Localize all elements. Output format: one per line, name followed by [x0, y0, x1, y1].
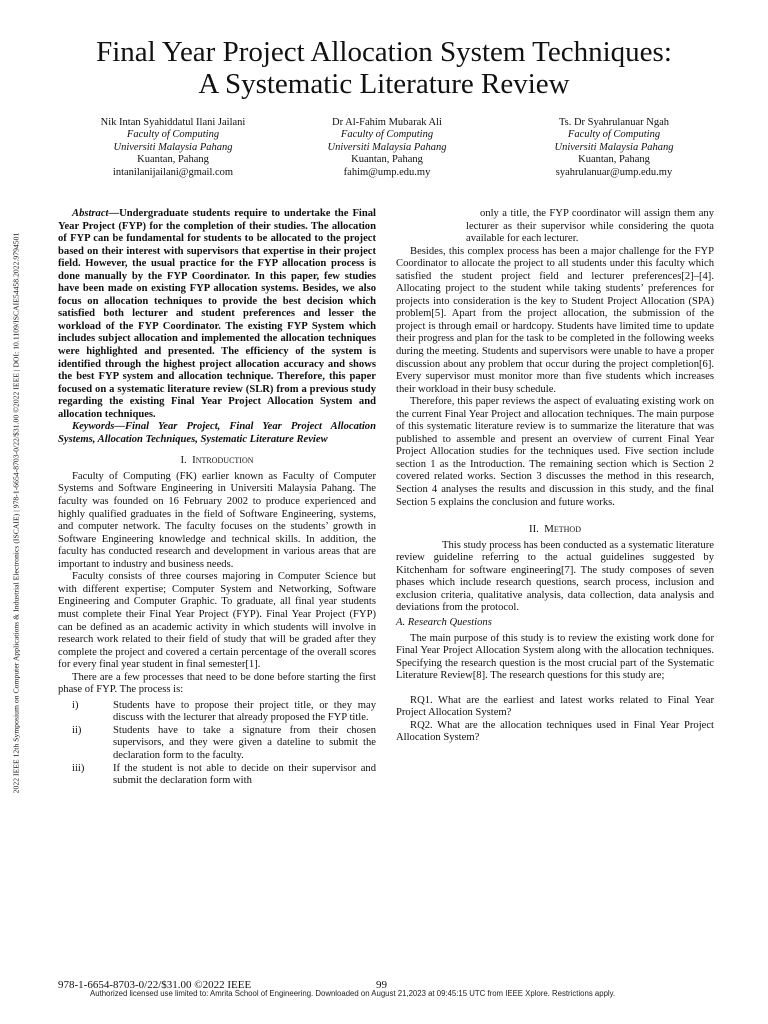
paragraph: Therefore, this paper reviews the aspect of evaluating existing work on the current Final Year Project and allocation techniques. The main purpose of this systematic literature review is to summarize the literature that was published to assemble and present an overview of current Final Year Project Allocation studies for the techniques used. Five section include section 1 as the Introduction. The remaining section which is Section 2 covered related works. Section 3 discusses the method in this research, Section 4 analyses the results and discussion in this study, and the final Section 5 explains the conclusion and future works. [396, 396, 714, 508]
section-title: Method [544, 523, 581, 536]
section-title: Introduction [192, 454, 254, 467]
list-item-number: iii) [72, 762, 85, 774]
list-item-continuation: only a title, the FYP coordinator will assign them any lecturer as their supervisor while considering the quota available for each lecturer. [466, 208, 714, 245]
author-email: intanilanijailani@gmail.com [112, 166, 234, 178]
author-faculty: Faculty of Computing [340, 129, 434, 141]
section-number: I. [180, 454, 187, 467]
author-faculty: Faculty of Computing [126, 129, 220, 141]
author-block-2 [272, 117, 502, 179]
license-notice: Authorized licensed use limited to: Amrita School of Engineering. Downloaded on August 21,2023 at 09:45:15 UTC from IEEE Xplore. Restrictions apply. [90, 989, 616, 998]
list-item [58, 700, 376, 725]
title-line-1: Final Year Project Allocation System Techniques: [96, 36, 672, 68]
list-item-number: ii) [72, 724, 82, 736]
author-university: Universiti Malaysia Pahang [327, 141, 447, 153]
keywords: Keywords—Final Year Project, Final Year Project Allocation Systems, Allocation Techniques, Systematic Literature Review [58, 421, 376, 445]
author-name: Nik Intan Syahiddatul Ilani Jailani [100, 117, 246, 128]
paper-title [0, 36, 768, 100]
list-item-text: If the student is not able to decide on their supervisor and submit the declaration form with [113, 762, 376, 787]
paragraph: There are a few processes that need to be done before starting the first phase of FYP. The process is: [58, 671, 376, 696]
author-city: Kuantan, Pahang [351, 154, 423, 166]
paragraph: Faculty of Computing (FK) earlier known as Faculty of Computer Systems and Software Engineering in Universiti Malaysia Pahang. The faculty was founded on 16 February 2002 to produce experienced and highly qualified graduates in the field of Software Engineering, systems, and computer network. The faculty focuses on the students’ growth in Software Engineering knowledge and technical skills. In addition, the faculty has conducted research and development in various areas that are important to industry and business needs. [58, 470, 376, 570]
paragraph: The main purpose of this study is to review the existing work done for Final Year Project Allocation System along with the allocation techniques. Specifying the research question is the most crucial part of the Systematic Literature Review[8]. The research questions for this study are; [396, 632, 714, 682]
section-heading-method [396, 523, 714, 536]
author-city: Kuantan, Pahang [137, 154, 209, 166]
left-column [58, 208, 376, 788]
author-name: Ts. Dr Syahrulanuar Ngah [558, 117, 670, 128]
author-block-3 [499, 117, 729, 179]
doi-sidebar-text: 2022 IEEE 12th Symposium on Computer Applications & Industrial Electronics (ISCAIE) | 978-1-6654-8703-0/22/$31.00 ©2022 IEEE | DOI: 10.1109/ISCAIE54458.2022.9794501 [11, 232, 21, 794]
footer-isbn: 978-1-6654-8703-0/22/$31.00 ©2022 IEEE [58, 979, 252, 991]
research-question: RQ2. What are the allocation techniques used in Final Year Project Allocation System? [396, 719, 714, 744]
abstract [58, 208, 376, 421]
list-item [58, 763, 376, 788]
section-heading-introduction [58, 454, 376, 467]
right-column [396, 208, 714, 745]
abstract-label: Abstract [72, 208, 109, 219]
author-block-1 [58, 117, 288, 179]
author-university: Universiti Malaysia Pahang [113, 141, 233, 153]
paragraph: Besides, this complex process has been a major challenge for the FYP Coordinator to allocate the project to all students under this faculty which satisfied the student project field and lecturer preferences[2]–[4]. Allocating project to the student while taking students’ preferences for projects into consideration is the key to Student Project Allocation (SPA) problem[5]. Apart from the project allocation, the submission of the project is through email or hardcopy. Students have limited time to update their progress and plan for the task to be completed in the following weeks during the meeting. Students and supervisors were unable to have a proper discussion about any problem that occur during the project completion[6]. Every supervisor must monitor more than five students which increases their workload in their busy schedule. [396, 245, 714, 395]
author-email: fahim@ump.edu.my [343, 166, 431, 178]
subsection-heading: A. Research Questions [396, 616, 492, 628]
paragraph: This study process has been conducted as a systematic literature review guideline referring to the actual guidelines suggested by Kitchenham for software engineering[7]. The study composes of seven phases which include research questions, search process, inclusion and exclusion criteria, qualitative analysis, data collection, data analysis and deviations from the protocol. [396, 539, 714, 614]
author-name: Dr Al-Fahim Mubarak Ali [332, 117, 442, 128]
title-line-2: A Systematic Literature Review [198, 68, 570, 100]
author-city: Kuantan, Pahang [578, 154, 650, 166]
list-item [58, 725, 376, 763]
doi-sidebar [8, 158, 24, 868]
author-university: Universiti Malaysia Pahang [554, 141, 674, 153]
list-item-number: i) [72, 699, 79, 711]
page-number: 99 [376, 979, 387, 991]
section-number: II. [528, 523, 539, 536]
list-item-text: Students have to take a signature from their chosen supervisors, and they were given a dateline to submit the declaration form to the faculty. [113, 724, 376, 761]
abstract-text: —Undergraduate students require to undertake the Final Year Project (FYP) for the completion of their studies. The allocation of FYP can be fundamental for students to be allocated to the project based on their interest with supervisors that expertise in their project field. However, the usual practice for the FYP allocation process is done manually by the FYP Coordinator. In this paper, few studies have been made on existing FYP allocation systems. Besides, we also focus on allocation techniques to provide the best decision which satisfied both lecturer and student preferences and lesser the workload of the FYP Coordinator. The existing FYP System which includes subject allocation and implemented the allocation techniques were highlighted and presented. The efficiency of the system is identified through the highest project allocation accuracy and shows the best FYP system and allocation technique. Therefore, this paper focused on a systematic literature review (SLR) from a previous study regarding the existing Final Year Project Allocation System and allocation techniques. [58, 208, 376, 420]
research-question: RQ1. What are the earliest and latest works related to Final Year Project Allocation System? [396, 694, 714, 719]
author-email: syahrulanuar@ump.edu.my [555, 166, 673, 178]
list-item-text: Students have to propose their project title, or they may discuss with the lecturer that already proposed the FYP title. [113, 699, 376, 724]
author-faculty: Faculty of Computing [567, 129, 661, 141]
paragraph: Faculty consists of three courses majoring in Computer Science but with different expertise; Computer System and Networking, Software Engineering and Computer Graphic. To graduate, all final year students must complete their Final Year Project (FYP). Final Year Project (FYP) can be defined as an academic activity in which students will involve in research work related to their field of study that will be graded after they complete the project and covered a certain percentage of the overall scores for every final year student in final semester[1]. [58, 571, 376, 671]
